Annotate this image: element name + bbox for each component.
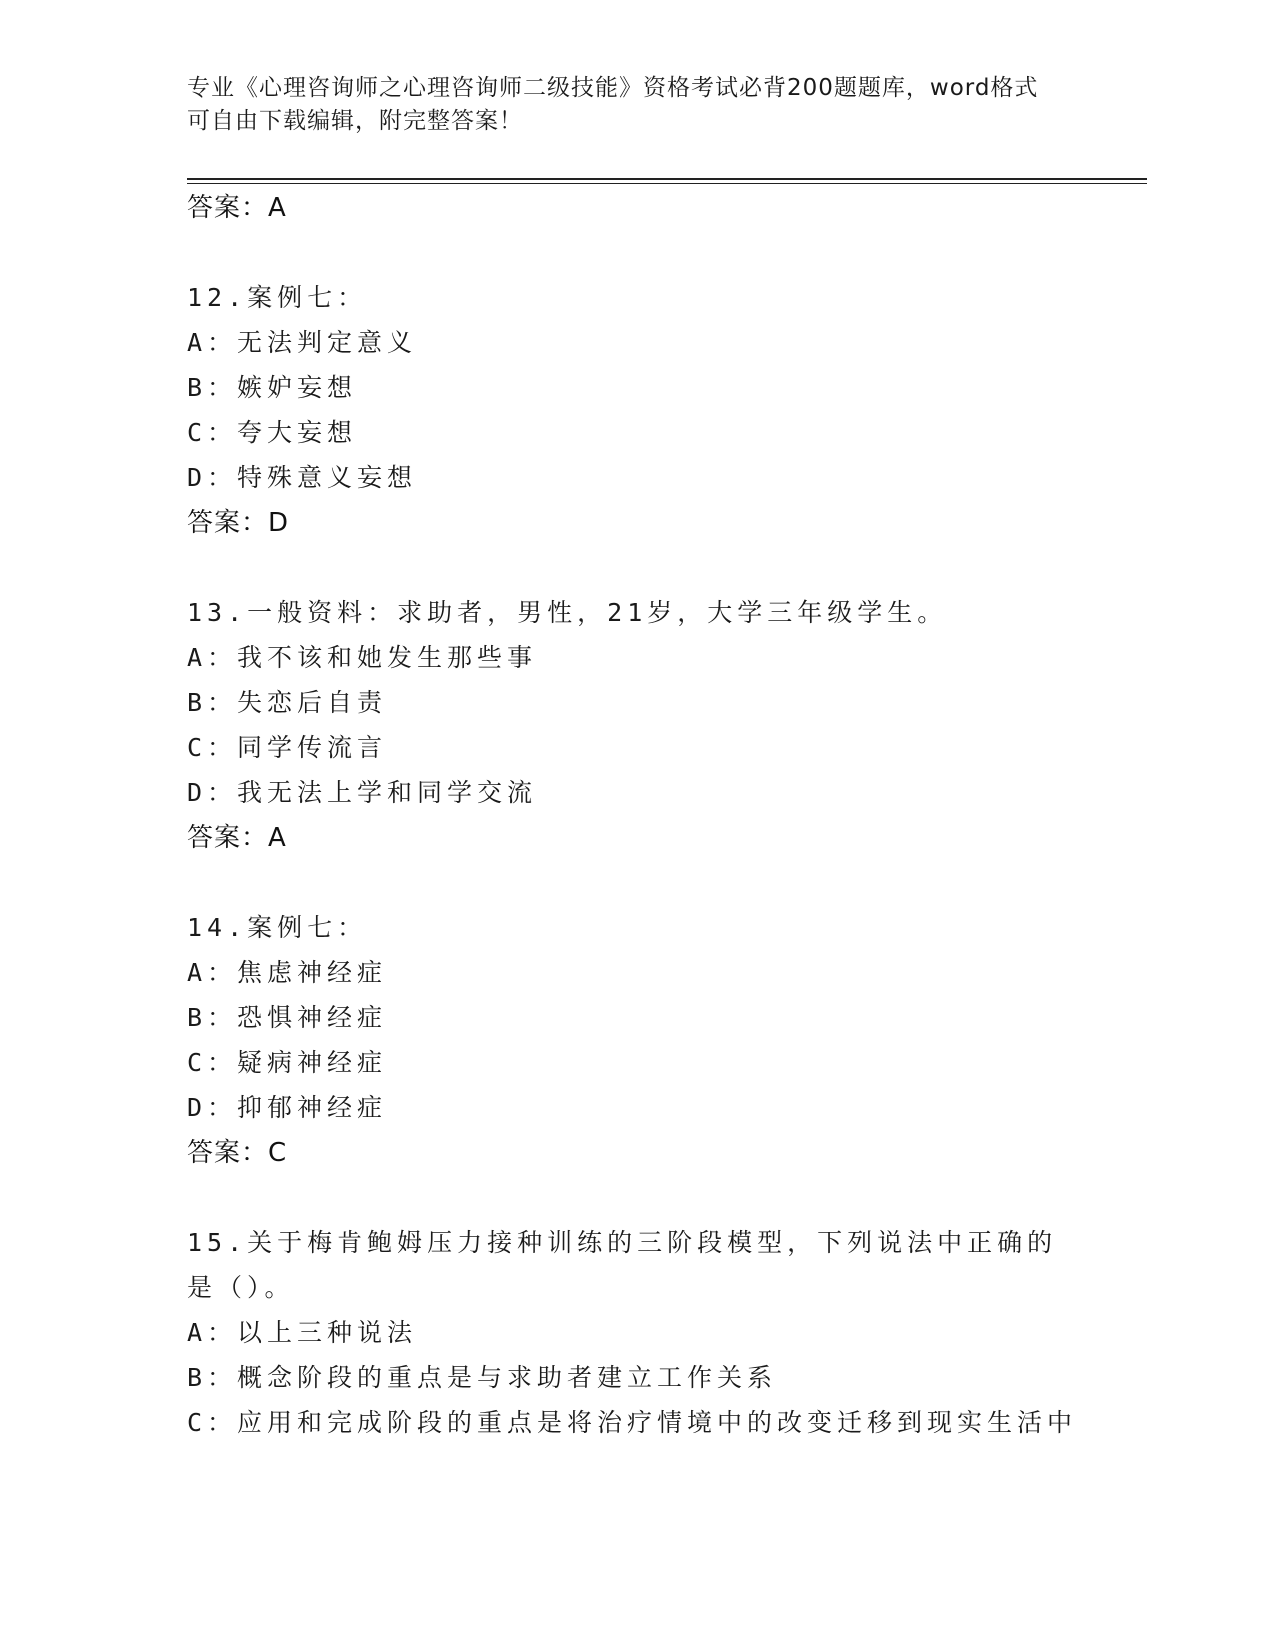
header-rule-thin <box>187 183 1147 184</box>
question-15 <box>187 1220 1087 1445</box>
question-13 <box>187 590 1087 855</box>
option-b: B：恐惧神经症 <box>187 1003 388 1032</box>
option-b: B：嫉妒妄想 <box>187 373 358 402</box>
option-a: A：以上三种说法 <box>187 1318 418 1347</box>
option-d: D：特殊意义妄想 <box>187 463 418 492</box>
answer-line: 答案：A <box>187 193 287 223</box>
header-rule-thick <box>187 178 1147 180</box>
option-a: A：我不该和她发生那些事 <box>187 643 538 672</box>
option-a: A：无法判定意义 <box>187 328 418 357</box>
document-header <box>187 72 1067 138</box>
header-line-1: 专业《心理咨询师之心理咨询师二级技能》资格考试必背200题题库，word格式 <box>187 75 1039 101</box>
option-c: C：同学传流言 <box>187 733 388 762</box>
option-b: B：概念阶段的重点是与求助者建立工作关系 <box>187 1363 778 1392</box>
question-stem: 12.案例七： <box>187 283 368 312</box>
header-line-2: 可自由下载编辑，附完整答案！ <box>187 108 523 134</box>
option-c: C：夸大妄想 <box>187 418 358 447</box>
question-12 <box>187 275 1087 540</box>
option-c: C：疑病神经症 <box>187 1048 388 1077</box>
question-stem: 13.一般资料：求助者，男性，21岁，大学三年级学生。 <box>187 598 948 627</box>
answer-line: 答案：D <box>187 508 290 538</box>
option-a: A：焦虑神经症 <box>187 958 388 987</box>
answer-line: 答案：A <box>187 823 287 853</box>
option-c: C：应用和完成阶段的重点是将治疗情境中的改变迁移到现实生活中 <box>187 1408 1078 1437</box>
option-b: B：失恋后自责 <box>187 688 388 717</box>
question-stem: 14.案例七： <box>187 913 368 942</box>
answer-line: 答案：C <box>187 1138 288 1168</box>
question-list <box>187 191 1087 1445</box>
question-stem: 15.关于梅肯鲍姆压力接种训练的三阶段模型，下列说法中正确的是（）。 <box>187 1228 1058 1302</box>
question-14 <box>187 905 1087 1170</box>
option-d: D：抑郁神经症 <box>187 1093 388 1122</box>
option-d: D：我无法上学和同学交流 <box>187 778 538 807</box>
